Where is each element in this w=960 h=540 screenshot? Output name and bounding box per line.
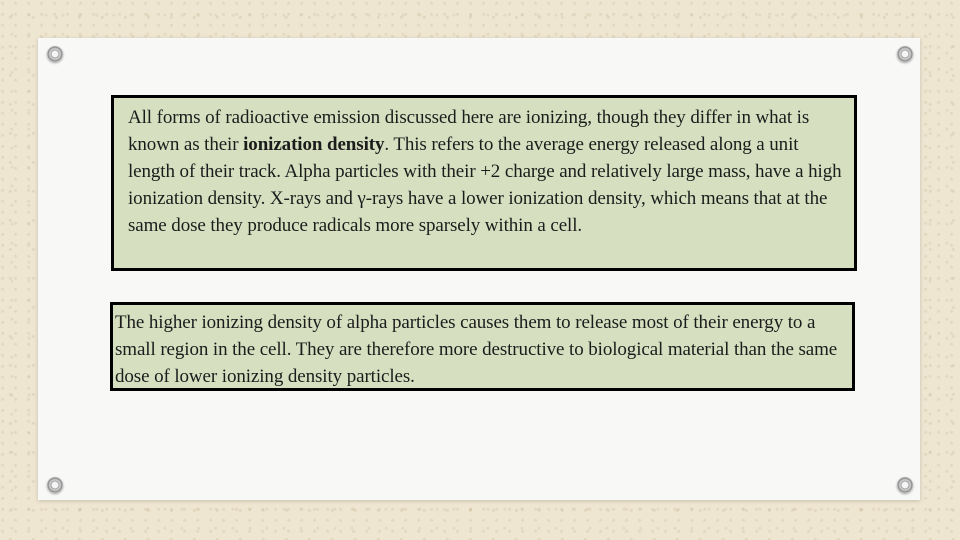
pin-icon: [47, 477, 63, 493]
pin-icon: [897, 477, 913, 493]
paragraph-text-start: All forms of radioactive emission discussed here are ionizing, though they differ in what is known as their: [128, 107, 810, 155]
ionization-density-paragraph: [111, 95, 857, 271]
key-term: ionization density: [243, 134, 385, 155]
alpha-particles-paragraph: [110, 302, 855, 391]
paragraph-text-end: . This refers to the average energy released along a unit length of their track. Alpha particles with their +2 charge and relatively large mass, have a high ionization density. X-rays and γ-rays have a lower ionization density, which means that at the same dose they produce radicals more sparsely within a cell.: [128, 134, 842, 236]
pin-icon: [897, 46, 913, 62]
paragraph-text: The higher ionizing density of alpha particles causes them to release most of their energy to a small region in the cell. They are therefore more destructive to biological material than the same dose of lower ionizing density particles.: [115, 312, 838, 387]
pin-icon: [47, 46, 63, 62]
